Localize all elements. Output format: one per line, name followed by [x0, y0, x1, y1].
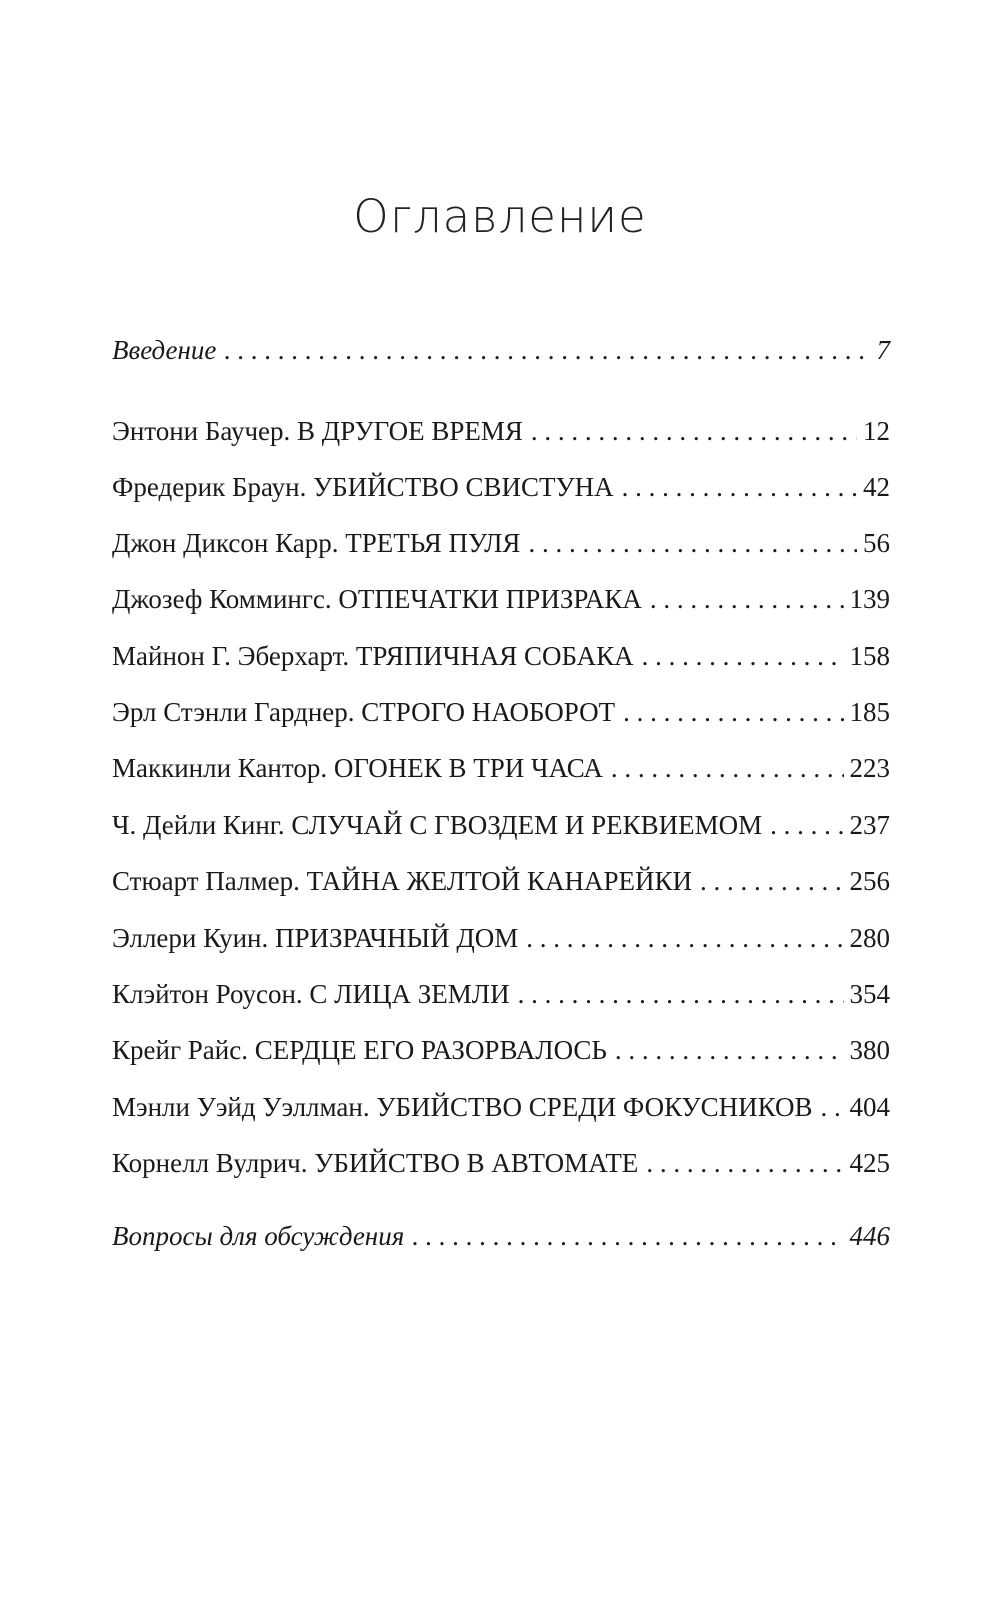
toc-entry-title: Мэнли Уэйд Уэллман. УБИЙСТВО СРЕДИ ФОКУСНИКОВ	[112, 1092, 813, 1122]
toc-entry-title: Клэйтон Роусон. С ЛИЦА ЗЕМЛИ	[112, 979, 510, 1009]
toc-page-number: 139	[849, 584, 890, 614]
toc-entry	[112, 636, 890, 676]
toc-page-number: 42	[863, 472, 890, 502]
toc-entry	[112, 1087, 890, 1127]
dot-leader	[770, 805, 843, 845]
dot-leader	[650, 579, 844, 619]
toc-entry	[112, 467, 890, 507]
toc-page-number: 12	[863, 416, 890, 446]
toc-entry	[112, 411, 890, 451]
toc-entry-title: Корнелл Вулрич. УБИЙСТВО В АВТОМАТЕ	[112, 1148, 639, 1178]
toc-entry-title: Эллери Куин. ПРИЗРАЧНЫЙ ДОМ	[112, 923, 519, 953]
toc-entry-title: Стюарт Палмер. ТАЙНА ЖЕЛТОЙ КАНАРЕЙКИ	[112, 866, 692, 896]
toc-page-number: 354	[849, 979, 890, 1009]
toc-entry-introduction	[112, 330, 890, 370]
toc-entry	[112, 748, 890, 788]
toc-entry	[112, 1143, 890, 1183]
dot-leader	[821, 1087, 844, 1127]
page-title: Оглавление	[353, 190, 647, 243]
toc-entry-title: Джон Диксон Карр. ТРЕТЬЯ ПУЛЯ	[112, 528, 521, 558]
toc-entry-title: Крейг Райс. СЕРДЦЕ ЕГО РАЗОРВАЛОСЬ	[112, 1035, 607, 1065]
toc-entry-title: Вопросы для обсуждения	[112, 1221, 405, 1251]
toc-entry	[112, 974, 890, 1014]
dot-leader	[642, 636, 844, 676]
toc-entry-discussion-questions	[112, 1216, 890, 1256]
toc-entry	[112, 523, 890, 563]
toc-page-number: 280	[849, 923, 890, 953]
dot-leader	[518, 974, 844, 1014]
toc-entry	[112, 918, 890, 958]
toc-entry-title: Джозеф Коммингс. ОТПЕЧАТКИ ПРИЗРАКА	[112, 584, 642, 614]
toc-entry	[112, 579, 890, 619]
toc-page-number: 425	[849, 1148, 890, 1178]
toc-entry-title: Эрл Стэнли Гарднер. СТРОГО НАОБОРОТ	[112, 697, 616, 727]
dot-leader	[224, 330, 870, 370]
toc-page-number: 185	[849, 697, 890, 727]
dot-leader	[623, 692, 843, 732]
toc-entry	[112, 861, 890, 901]
toc-entry	[112, 692, 890, 732]
toc-page-number: 56	[863, 528, 890, 558]
dot-leader	[646, 1143, 843, 1183]
toc-page-number: 256	[849, 866, 890, 896]
toc-entry	[112, 805, 890, 845]
dot-leader	[412, 1216, 843, 1256]
dot-leader	[700, 861, 844, 901]
dot-leader	[611, 748, 844, 788]
toc-entry-title: Энтони Баучер. В ДРУГОЕ ВРЕМЯ	[112, 416, 523, 446]
toc-page-number: 446	[849, 1221, 890, 1251]
dot-leader	[528, 523, 857, 563]
dot-leader	[622, 467, 857, 507]
dot-leader	[531, 411, 857, 451]
toc-entry-title: Ч. Дейли Кинг. СЛУЧАЙ С ГВОЗДЕМ И РЕКВИЕМОМ	[112, 810, 763, 840]
dot-leader	[615, 1030, 844, 1070]
toc-page-number: 237	[849, 810, 890, 840]
toc-entry-title: Введение	[112, 335, 217, 365]
toc-page-number: 7	[876, 335, 890, 365]
toc-entry-title: Фредерик Браун. УБИЙСТВО СВИСТУНА	[112, 472, 614, 502]
toc-entry	[112, 1030, 890, 1070]
dot-leader	[526, 918, 843, 958]
toc-page-number: 380	[849, 1035, 890, 1065]
toc-page-number: 158	[849, 641, 890, 671]
toc-page-number: 223	[849, 753, 890, 783]
toc-entry-title: Майнон Г. Эберхарт. ТРЯПИЧНАЯ СОБАКА	[112, 641, 634, 671]
toc-page-number: 404	[849, 1092, 890, 1122]
toc-entry-title: Маккинли Кантор. ОГОНЕК В ТРИ ЧАСА	[112, 753, 603, 783]
